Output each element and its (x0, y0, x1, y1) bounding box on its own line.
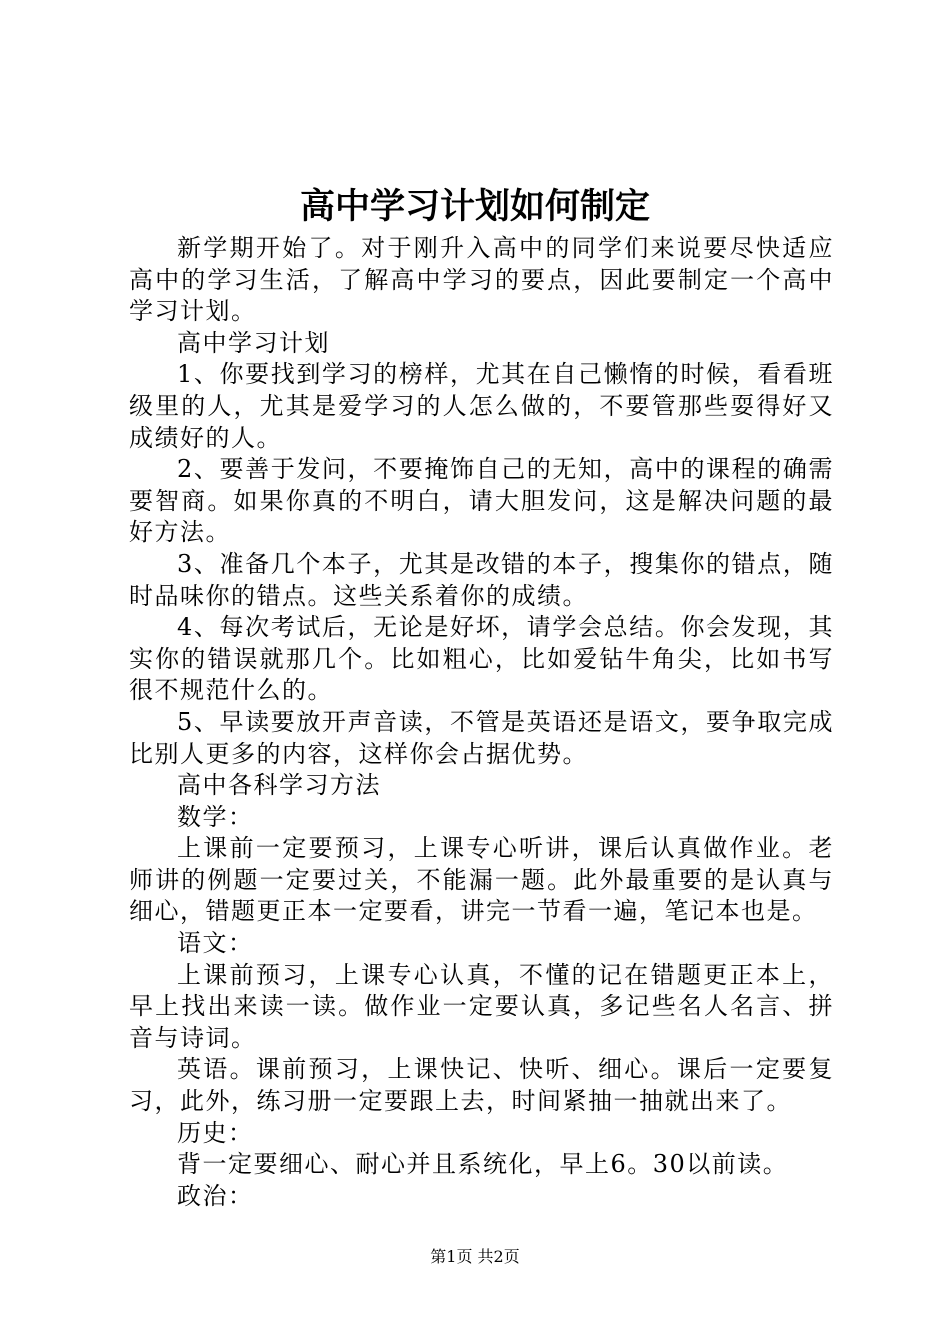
plan-item-3: 3、准备几个本子，尤其是改错的本子，搜集你的错点，随时品味你的错点。这些关系着你的成绩。 (129, 549, 834, 610)
plan-item-1: 1、你要找到学习的榜样，尤其在自己懒惰的时候，看看班级里的人，尤其是爱学习的人怎么做的，不要管那些耍得好又成绩好的人。 (129, 360, 834, 452)
subject-text-math: 上课前一定要预习，上课专心听讲，课后认真做作业。老师讲的例题一定要过关，不能漏一题。此外最重要的是认真与细心，错题更正本一定要看，讲完一节看一遍，笔记本也是。 (129, 834, 834, 926)
subject-label-chinese: 语文： (177, 929, 254, 958)
section-heading-methods: 高中各科学习方法 (177, 771, 381, 800)
subject-text-history: 背一定要细心、耐心并且系统化，早上6。30以前读。 (177, 1150, 789, 1179)
document-title: 高中学习计划如何制定 (299, 186, 650, 227)
intro-paragraph: 新学期开始了。对于刚升入高中的同学们来说要尽快适应高中的学习生活，了解高中学习的要点，因此要制定一个高中学习计划。 (129, 234, 834, 326)
subject-label-history: 历史： (177, 1118, 254, 1147)
plan-item-4: 4、每次考试后，无论是好坏，请学会总结。你会发现，其实你的错误就那几个。比如粗心，比如爱钻牛角尖，比如书写很不规范什么的。 (129, 613, 834, 705)
subject-label-politics: 政治： (177, 1181, 254, 1210)
subject-text-chinese: 上课前预习，上课专心认真，不懂的记在错题更正本上，早上找出来读一读。做作业一定要认真，多记些名人名言、拼音与诗词。 (129, 960, 834, 1052)
plan-item-5: 5、早读要放开声音读，不管是英语还是语文，要争取完成比别人更多的内容，这样你会占据优势。 (129, 707, 834, 768)
document-body (129, 233, 834, 1212)
plan-item-2: 2、要善于发问，不要掩饰自己的无知，高中的课程的确需要智商。如果你真的不明白，请大胆发问，这是解决问题的最好方法。 (129, 455, 834, 547)
subject-text-english: 英语。课前预习，上课快记、快听、细心。课后一定要复习，此外，练习册一定要跟上去，时间紧抽一抽就出来了。 (129, 1055, 834, 1116)
subject-label-math: 数学： (177, 802, 254, 831)
section-heading-plan: 高中学习计划 (177, 328, 330, 357)
page-number-footer: 第1页 共2页 (430, 1247, 520, 1266)
